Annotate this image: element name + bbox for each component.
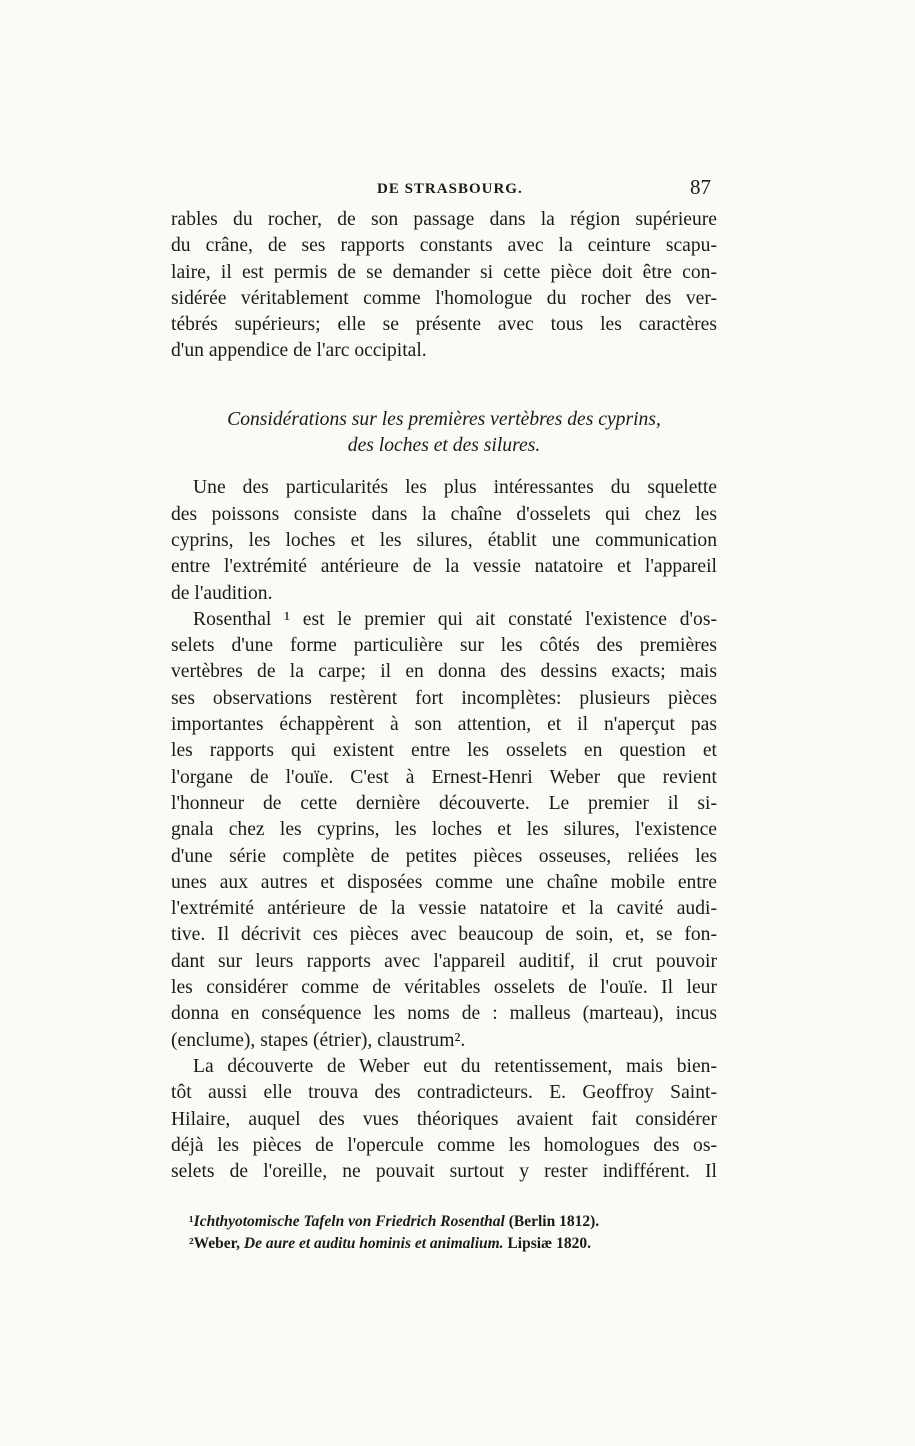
text-line: tébrés supérieurs; elle se présente avec tous les caractères [171,314,717,336]
footnote-mark: ² [189,1235,194,1253]
text-line: les considérer comme de véritables osselets de l'ouïe. Il leur [171,977,717,999]
paragraph-4 [171,1054,717,1185]
text-line: sidérée véritablement comme l'homologue du rocher des ver- [171,287,717,309]
footnote-title: Ichthyotomische Tafeln von Friedrich Rosenthal [193,1213,505,1231]
text-line: l'honneur de cette dernière découverte. Le premier il si- [171,792,717,814]
footnote-title: De aure et auditu hominis et animalium. [243,1235,504,1253]
text-line: d'un appendice de l'arc occipital. [171,340,427,362]
text-line: cyprins, les loches et les silures, établit une communication [171,529,717,551]
text-line: importantes échappèrent à son attention, et il n'aperçut pas [171,714,717,736]
text-line: d'une série complète de petites pièces osseuses, reliées les [171,845,717,867]
text-line: laire, il est permis de se demander si cette pièce doit être con- [171,261,717,283]
running-title: DE STRASBOURG. [377,181,523,197]
paragraph-3 [171,607,717,1054]
section-heading [171,407,717,460]
text-line: rables du rocher, de son passage dans la région supérieure [171,209,717,230]
text-line: gnala chez les cyprins, les loches et les silures, l'existence [171,819,717,841]
text-line: ses observations restèrent fort incomplètes: plusieurs pièces [171,687,717,709]
text-line: entre l'extrémité antérieure de la vessie natatoire et l'appareil [171,556,717,578]
page-number: 87 [690,175,711,199]
text-line: Hilaire, auquel des vues théoriques avaient fait considérer [171,1108,717,1130]
footnote-detail: (Berlin 1812). [504,1213,600,1231]
text-line: les rapports qui existent entre les osselets en question et [171,740,717,762]
footnote-2 [171,1233,717,1255]
text-line: (enclume), stapes (étrier), claustrum². [171,1029,466,1051]
text-line: dant sur leurs rapports avec l'appareil auditif, il crut pouvoir [171,950,717,972]
text-line: l'extrémité antérieure de la vessie natatoire et la cavité audi- [171,898,717,920]
paragraph-2 [171,475,717,606]
text-line: l'organe de l'ouïe. C'est à Ernest-Henri Weber que revient [171,766,717,788]
text-line: tive. Il décrivit ces pièces avec beaucoup de soin, et, se fon- [171,924,717,946]
text-line: donna en conséquence les noms de : malleus (marteau), incus [171,1003,717,1025]
footnote-mark: ¹ [189,1213,194,1231]
text-line: de l'audition. [171,582,273,604]
text-line: des poissons consiste dans la chaîne d'osselets qui chez les [171,503,717,525]
text-line: selets de l'oreille, ne pouvait surtout y rester indifférent. Il [171,1161,717,1183]
text-line: vertèbres de la carpe; il en donna des dessins exacts; mais [171,661,717,683]
footnote-author: Weber, [193,1235,244,1253]
text-line: tôt aussi elle trouva des contradicteurs. E. Geoffroy Saint- [171,1082,717,1104]
footnote-detail: Lipsiæ 1820. [503,1235,591,1253]
text-line: selets d'une forme particulière sur les côtés des premières [171,635,717,657]
text-line: Une des particularités les plus intéressantes du squelette [193,477,717,499]
section-heading-line: des loches et des silures. [347,435,541,457]
text-line: unes aux autres et disposées comme une chaîne mobile entre [171,871,717,893]
paragraph-1 [171,207,717,365]
footnote-1 [171,1211,717,1233]
text-line: Rosenthal ¹ est le premier qui ait constaté l'existence d'os- [193,608,717,630]
text-line: déjà les pièces de l'opercule comme les homologues des os- [171,1134,717,1156]
text-line: du crâne, de ses rapports constants avec la ceinture scapu- [171,235,717,257]
book-page [171,175,717,1255]
text-line: La découverte de Weber eut du retentissement, mais bien- [193,1055,717,1077]
section-heading-line: Considérations sur les premières vertèbres des cyprins, [227,408,661,430]
footnotes [171,1211,717,1255]
running-head [171,175,717,207]
